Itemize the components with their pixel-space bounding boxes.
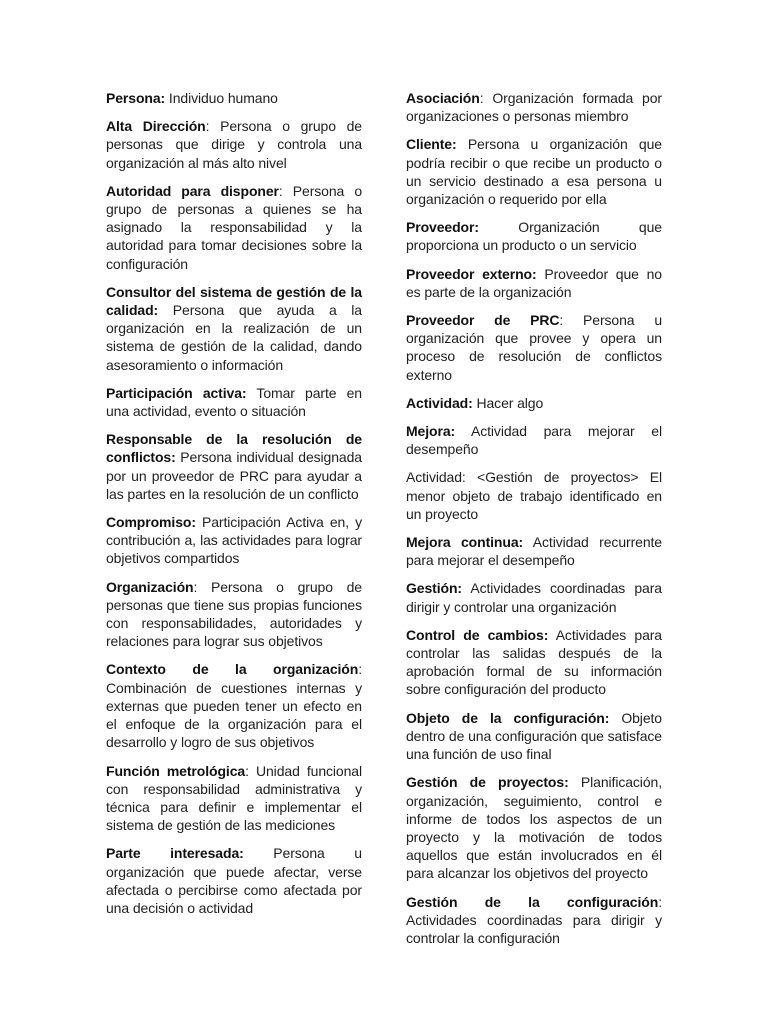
definition-entry <box>106 513 362 568</box>
term: Actividad: <box>406 394 473 411</box>
term: Control de cambios: <box>406 626 549 643</box>
definition: Proveedor que no es parte de la organización <box>406 265 662 300</box>
term: Mejora: <box>406 423 456 440</box>
definition-entry <box>406 135 662 208</box>
definition-entry <box>106 578 362 651</box>
definition: : Persona o grupo de personas que tiene sus propias funciones con responsabilidades, autoridades y relaciones para lograr sus objetivos <box>106 578 362 650</box>
definition: : Organización formada por organizaciones o personas miembro <box>406 90 662 125</box>
definition: : Actividades coordinadas para dirigir y controlar la configuración <box>406 893 662 946</box>
definition: : Combinación de cuestiones internas y externas que pueden tener un efecto en el enfoque de la organización para el desarrollo y logro de sus objetivos <box>106 661 362 751</box>
definition-entry <box>106 762 362 835</box>
definition: : Persona u organización que provee y opera un proceso de resolución de conflictos externo <box>406 312 663 383</box>
definition-entry <box>406 89 662 125</box>
definition-entry <box>106 844 362 917</box>
term: Participación activa: <box>106 384 247 401</box>
definition: : Persona o grupo de personas a quienes se ha asignado la responsabilidad y la autoridad para tomar decisiones sobre la configuración <box>106 182 362 272</box>
term: Consultor del sistema de gestión de la calidad: <box>106 283 362 319</box>
definition: Persona u organización que podría recibir o que recibe un producto o un servicio destinado a esa persona u organización o requerido por ella <box>406 136 662 208</box>
term: Objeto de la configuración: <box>406 709 610 726</box>
definition-entry <box>106 660 362 751</box>
term: Responsable de la resolución de conflictos: <box>106 431 362 466</box>
term: Persona: <box>106 90 166 106</box>
definition-entry <box>406 579 662 615</box>
definition-entry <box>406 773 662 882</box>
definition-entry <box>406 422 662 458</box>
definition: Individuo humano <box>165 90 278 106</box>
term: Compromiso: <box>106 514 196 531</box>
definition: Actividades para controlar las salidas después de la aprobación formal de su información sobre configuración del producto <box>406 626 662 698</box>
definition-entry <box>106 283 362 374</box>
term: Mejora continua: <box>406 534 524 551</box>
term: Cliente: <box>406 136 457 153</box>
definition-entry <box>106 384 362 420</box>
definition-entry <box>406 533 662 569</box>
definition-entry <box>406 394 662 412</box>
definition: : Unidad funcional con responsabilidad administrativa y técnica para definir e implementar el sistema de gestión de las mediciones <box>106 762 362 834</box>
definition-entry <box>406 311 662 384</box>
definition-entry <box>106 89 362 107</box>
definition: Organización que proporciona un producto o un servicio <box>406 219 662 254</box>
right-column <box>406 89 662 957</box>
definition: Participación Activa en, y contribución a, las actividades para lograr objetivos compartidos <box>106 514 362 567</box>
term: Gestión de proyectos: <box>406 774 569 791</box>
term: Autoridad para disponer <box>106 182 279 199</box>
definition: Persona individual designada por un proveedor de PRC para ayudar a las partes en la resolución de un conflicto <box>106 449 362 502</box>
term: Proveedor: <box>406 219 479 236</box>
definition: Actividad para mejorar el desempeño <box>406 423 662 458</box>
definition: : Persona o grupo de personas que dirige y controla una organización al más alto nivel <box>106 118 362 171</box>
definition: Actividad recurrente para mejorar el desempeño <box>406 534 662 569</box>
term: Alta Dirección <box>106 118 206 135</box>
definition-entry <box>406 468 662 523</box>
definition: Actividad: <Gestión de proyectos> El menor objeto de trabajo identificado en un proyecto <box>406 469 662 522</box>
definition-entry <box>406 626 662 699</box>
term: Proveedor externo: <box>406 265 537 282</box>
left-column <box>106 89 362 927</box>
term: Proveedor de PRC <box>406 312 560 329</box>
term: Asociación <box>406 90 480 106</box>
definition: Actividades coordinadas para dirigir y controlar una organización <box>406 580 662 615</box>
term: Gestión: <box>406 580 462 597</box>
definition-entry <box>106 182 362 273</box>
definition: Persona que ayuda a la organización en la realización de un sistema de gestión de la calidad, dando asesoramiento o información <box>106 302 362 373</box>
definition-entry <box>406 893 662 948</box>
definition-entry <box>106 117 362 172</box>
definition: Hacer algo <box>472 394 544 411</box>
definition-entry <box>406 709 662 764</box>
term: Contexto de la organización <box>106 661 359 678</box>
definition-entry <box>106 430 362 503</box>
definition: Objeto dentro de una configuración que satisface una función de uso final <box>406 709 662 763</box>
definition: Persona u organización que puede afectar, verse afectada o percibirse como afectada por una decisión o actividad <box>106 845 362 916</box>
definition-entry <box>406 265 662 301</box>
term: Parte interesada: <box>106 845 244 862</box>
term: Organización <box>106 578 194 595</box>
definition: Tomar parte en una actividad, evento o situación <box>106 384 362 420</box>
term: Función metrológica <box>106 762 246 779</box>
definition: Planificación, organización, seguimiento, control e informe de todos los aspectos de un proyecto y la motivación de todos aquellos que están involucrados en él para alcanzar los objetivos del proyecto <box>406 774 662 882</box>
definition-entry <box>406 218 662 254</box>
term: Gestión de la configuración <box>406 893 659 910</box>
